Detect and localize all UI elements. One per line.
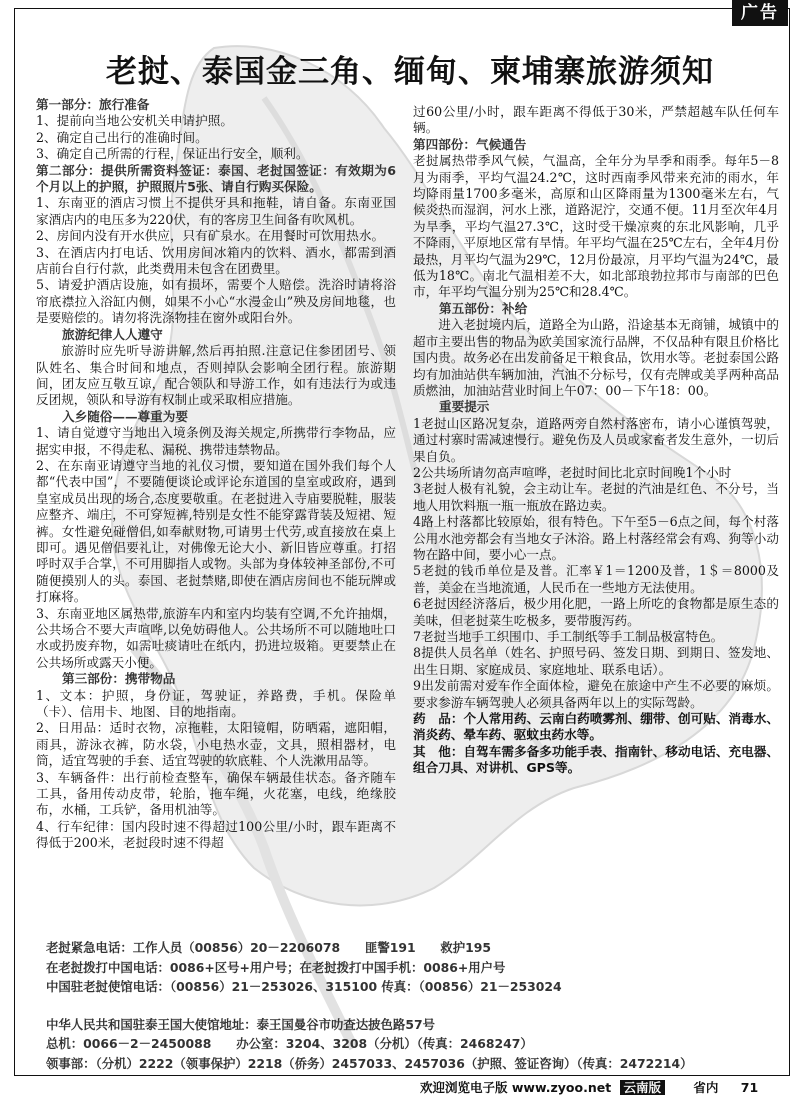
paragraph: 8提供人员名单（姓名、护照号码、签发日期、到期日、签发地、出生日期、家庭成员、家庭地址、联系电话）。 xyxy=(413,645,779,677)
section-heading: 第五部份：补给 xyxy=(439,300,528,316)
paragraph: 1、请自觉遵守当地出入境条例及海关规定,所携带行李物品，应据实申报，不得走私、漏税、携带违禁物品。 xyxy=(36,425,396,457)
paragraph: 9出发前需对爱车作全面体检，避免在旅途中产生不必要的麻烦。要求参游车辆驾驶人必须具备两年以上的实际驾龄。 xyxy=(413,678,779,710)
dial-china-info: 在老挝拨打中国电话：0086+区号+用户号；在老挝拨打中国手机：0086+用户号 xyxy=(46,959,506,975)
emergency-phones: 老挝紧急电话：工作人员（00856）20－2206078 匪警191 救护195 xyxy=(46,940,492,955)
browse-prefix: 欢迎浏览电子版 xyxy=(420,1080,508,1095)
contact-block xyxy=(46,938,766,1073)
page-footer xyxy=(420,1078,792,1098)
checklist-line: 药 品：个人常用药、云南白药喷雾剂、绷带、创可贴、消毒水、消炎药、晕车药、驱蚊虫药水等。 xyxy=(413,711,779,743)
paragraph: 3、东南亚地区属热带,旅游车内和室内均装有空调,不允许抽烟，公共场合不要大声喧哗,以免妨碍他人。公共场所不可以随地吐口水或扔废弃物，如需吐痰请吐在纸内，扔进垃圾箱。更要禁止在公共场所或露天小便。 xyxy=(36,605,396,670)
paragraph: 2、日用品：适时衣物，凉拖鞋，太阳镜帽，防晒霜，遮阳帽，雨具，游泳衣裤，防水袋，小电热水壶，文具，照相器材，电筒，适宜驾驶的手套、适宜驾驶的软底鞋、个人洗漱用品等。 xyxy=(36,720,396,769)
paragraph: 老挝属热带季风气候，气温高，全年分为旱季和雨季。每年5－8月为雨季，平均气温24.2℃，这时西南季风带来充沛的雨水，年均降雨量1700多毫米，高原和山区降雨量为1300毫米左右，气候炎热而湿润，河水上涨，道路泥泞，交通不便。11月至次年4月为旱季，平均气温27.3℃，这时受干燥凉爽的东北风影响，几乎不降雨，平原地区常有旱情。年平均气温在25℃左右，全年4月份最热，月平均气温为29℃，12月份最凉，月平均气温为24℃，最低为18℃。南北气温相差不大，如北部琅勃拉邦市与南部的巴色市，年平均气温分别为25℃和28.4℃。 xyxy=(413,153,779,300)
page-title: 老挝、泰国金三角、缅甸、柬埔寨旅游须知 xyxy=(106,54,714,90)
paragraph: 进入老挝境内后，道路全为山路，沿途基本无商铺，城镇中的超市主要出售的物品为欧美国家流行品牌，不仅品种有限且价格比国内贵。故务必在出发前备足干粮食品，饮用水等。老挝泰国公路均有加油站供车辆加油，汽油不分标号，仅有壳牌或美孚两种高品质燃油，加油站营业时间上午07：00－下午18：00。 xyxy=(413,317,779,398)
site-link[interactable]: www.zyoo.net xyxy=(511,1080,612,1095)
section-heading: 重要提示 xyxy=(439,399,490,415)
paragraph: 7老挝当地手工织围巾、手工制纸等手工制品极富特色。 xyxy=(413,629,724,644)
paragraph: 5、请爱护酒店设施，如有损坏，需要个人赔偿。洗浴时请将浴帘底襟拉入浴缸内侧，如果不小心“水漫金山”殃及房间地毯，也是要赔偿的。请勿将洗涤物挂在窗外或阳台外。 xyxy=(36,277,396,326)
paragraph: 2公共场所请勿高声喧哗，老挝时间比北京时间晚1个小时 xyxy=(413,464,732,480)
checklist-line: 其 他：自驾车需多备多功能手表、指南针、移动电话、充电器、组合刀具、对讲机、GPS等。 xyxy=(413,743,779,776)
paragraph: 旅游时应先听导游讲解,然后再拍照.注意记住参团团号、领队姓名、集合时间和地点，否则掉队会影响全团行程。旅游期间，团友应互敬互谅，配合领队和导游工作，如有违法行为或违反团规，领队和导游有权制止或采取相应措施。 xyxy=(36,343,396,408)
paragraph: 过60公里/小时，跟车距离不得低于30米，严禁超越车队任何车辆。 xyxy=(413,104,779,136)
paragraph: 2、房间内没有开水供应，只有矿泉水。在用餐时可饮用热水。 xyxy=(36,228,385,244)
paragraph: 4、行车纪律：国内段时速不得超过100公里/小时，跟车距离不得低于200米，老挝段时速不得超 xyxy=(36,818,396,851)
section-heading: 第二部分：提供所需资料签证：泰国、老挝国签证：有效期为6个月以上的护照，护照照片5张、请自行购买保险。 xyxy=(36,162,396,195)
paragraph: 3、在酒店内打电话、饮用房间冰箱内的饮料、酒水，都需到酒店前台自行付款，此类费用未包含在团费里。 xyxy=(36,244,396,277)
paragraph: 5老挝的钱币单位是及普。汇率￥1＝1200及普，1＄＝8000及普，美金在当地流通，人民币在一些地方无法使用。 xyxy=(413,563,779,595)
page-number: 71 xyxy=(740,1080,759,1095)
paragraph: 1老挝山区路况复杂，道路两旁自然村落密布，请小心谨慎驾驶，通过村寨时需减速慢行。避免伤及人员或家畜者发生意外，一切后果自负。 xyxy=(413,415,779,464)
embassy-switchboard: 总机：0066－2－2450088 办公室：3204、3208（分机）（传真：2468247） xyxy=(46,1036,533,1051)
paragraph: 3、车辆备件：出行前检查整车，确保车辆最佳状态。备齐随车工具，备用传动皮带，轮胎，拖车绳，火花塞，电线，绝缘胶布，水桶，工兵铲，备用机油等。 xyxy=(36,769,396,818)
paragraph: 3老挝人极有礼貌，会主动让车。老挝的汽油是红色、不分号，当地人用饮料瓶一瓶一瓶放在路边卖。 xyxy=(413,481,779,513)
paragraph: 2、确定自己出行的准确时间。 xyxy=(36,129,208,145)
section-heading: 第四部份：气候通告 xyxy=(413,136,527,152)
ad-tag: 广告 xyxy=(732,0,788,26)
paragraph: 1、文本：护照，身份证，驾驶证，养路费，手机。保险单（卡）、信用卡、地图、目的地指南。 xyxy=(36,687,396,720)
paragraph: 1、东南亚的酒店习惯上不提供牙具和拖鞋，请自备。东南亚国家酒店内的电压多为220伏，有的客房卫生间备有吹风机。 xyxy=(36,195,396,227)
section-heading: 旅游纪律人人遵守 xyxy=(62,326,163,342)
region-label: 省内 xyxy=(693,1080,719,1095)
section-heading: 第三部份：携带物品 xyxy=(62,671,176,687)
paragraph: 4路上村落都比较原始，很有特色。下午至5－6点之间，每个村落公用水池旁都会有当地女子沐浴。路上村落经常会有鸡、狗等小动物在路中间，要小心一点。 xyxy=(413,514,779,562)
paragraph: 3、确定自己所需的行程，保证出行安全，顺利。 xyxy=(36,146,309,162)
consular-department: 领事部：（分机）2222（领事保护）2218（侨务）2457033、2457036（护照、签证咨询）（传真：2472214） xyxy=(46,1055,693,1071)
left-column xyxy=(36,97,396,852)
embassy-address: 中华人民共和国驻泰王国大使馆地址：泰王国曼谷市叻查达披色路57号 xyxy=(46,1016,435,1032)
paragraph: 1、提前向当地公安机关申请护照。 xyxy=(36,113,233,129)
section-heading: 入乡随俗——尊重为要 xyxy=(62,408,188,424)
right-column xyxy=(413,104,779,777)
consulate-phone: 中国驻老挝使馆电话：（00856）21－253026、315100 传真：（00856）21－253024 xyxy=(46,979,562,994)
edition-badge: 云南版 xyxy=(620,1080,666,1095)
paragraph: 6老挝因经济落后，极少用化肥，一路上所吃的食物都是原生态的美味，但老挝菜生吃极多，要带腹泻药。 xyxy=(413,596,779,628)
section-heading: 第一部分：旅行准备 xyxy=(36,97,150,112)
paragraph: 2、在东南亚请遵守当地的礼仪习惯，要知道在国外我们每个人都“代表中国”，不要随便谈论或评论东道国的皇室或政府，遇到皇室成员出现的场合,态度要敬重。在老挝进入寺庙要脱鞋，服装应整齐、端庄，不可穿短裤,特别是女性不能穿露背装及短裙、短裤。女性避免碰僧侣,如奉献财物,可请男士代劳,或直接放在桌上即可。遇见僧侣要礼让，对佛像无论大小、新旧皆应尊重。打招呼时双手合掌，不可用脚指人或物。头部为身体较神圣部份,不可随便摸别人的头。泰国、老挝禁赌,即使在酒店房间也不能玩牌或打麻将。 xyxy=(36,457,396,605)
